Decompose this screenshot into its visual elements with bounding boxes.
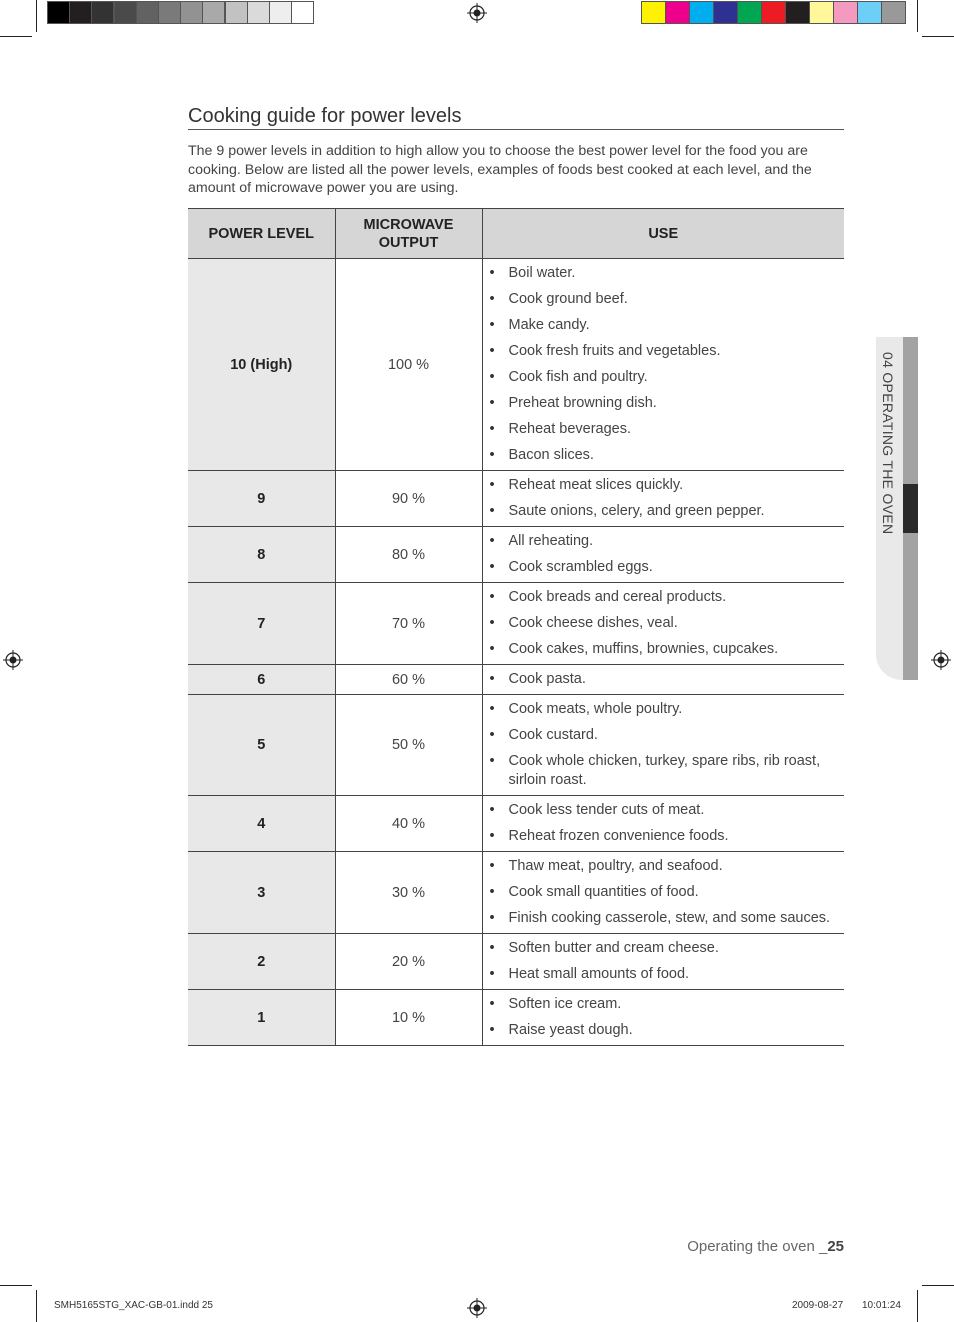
use-list-item: • Cook scrambled eggs. [489,558,839,577]
use-list [489,995,839,1040]
table-row [188,990,844,1046]
color-swatch [785,1,810,24]
color-swatch [689,1,714,24]
header-output-line2: OUTPUT [378,234,439,251]
power-level-cell: 5 [188,695,335,796]
registration-mark-icon [3,650,23,670]
use-cell [482,527,844,583]
header-microwave-output [335,209,482,259]
use-list-item: • All reheating. [489,532,839,551]
power-level-cell: 4 [188,796,335,852]
table-row [188,583,844,665]
crop-mark [922,1285,954,1286]
use-list-item: • Cook whole chicken, turkey, spare ribs, rib roast, sirloin roast. [489,752,839,790]
use-cell [482,583,844,665]
use-list-item: • Cook fish and poultry. [489,368,839,387]
table-header-row [188,209,844,259]
use-list-item: • Cook breads and cereal products. [489,588,839,607]
table-row [188,665,844,695]
color-swatch [641,1,666,24]
power-level-table [188,208,844,1046]
use-cell [482,665,844,695]
gray-swatch [225,1,248,24]
table-row [188,852,844,934]
use-list-item: • Preheat browning dish. [489,394,839,413]
use-list-item: • Soften butter and cream cheese. [489,939,839,958]
use-list [489,801,839,846]
crop-mark [917,1290,918,1322]
color-swatch [857,1,882,24]
use-list-item: • Make candy. [489,316,839,335]
use-list [489,670,839,689]
gray-swatch [247,1,270,24]
power-level-cell: 2 [188,934,335,990]
microwave-output-cell: 10 % [335,990,482,1046]
use-list-item: • Cook less tender cuts of meat. [489,801,839,820]
color-swatch [833,1,858,24]
use-list-item: • Cook ground beef. [489,290,839,309]
use-list-item: • Reheat frozen convenience foods. [489,827,839,846]
crop-mark [0,36,32,37]
gray-swatch [47,1,70,24]
slug-time: 10:01:24 [862,1300,901,1311]
gray-swatch [269,1,292,24]
use-list-item: • Cook fresh fruits and vegetables. [489,342,839,361]
power-level-cell: 1 [188,990,335,1046]
use-cell [482,852,844,934]
use-list [489,532,839,577]
gray-swatch [114,1,137,24]
gray-swatch [180,1,203,24]
use-list-item: • Saute onions, celery, and green pepper. [489,502,839,521]
microwave-output-cell: 70 % [335,583,482,665]
table-row [188,934,844,990]
crop-mark [0,1285,32,1286]
color-swatch [665,1,690,24]
page-title: Cooking guide for power levels [188,105,462,127]
table-row [188,695,844,796]
use-list [489,939,839,984]
chapter-tab-label: 04 OPERATING THE OVEN [880,352,896,535]
registration-mark-icon [467,1298,487,1318]
color-swatch [809,1,834,24]
table-row [188,796,844,852]
slug-date: 2009-08-27 [792,1300,844,1311]
table-row [188,527,844,583]
use-list-item: • Cook small quantities of food. [489,883,839,902]
color-swatch [761,1,786,24]
use-list-item: • Cook cheese dishes, veal. [489,614,839,633]
microwave-output-cell: 30 % [335,852,482,934]
title-divider [188,129,844,130]
page-footer [687,1238,844,1255]
gray-swatch [91,1,114,24]
power-level-cell: 9 [188,471,335,527]
use-list-item: • Soften ice cream. [489,995,839,1014]
use-cell [482,695,844,796]
use-cell [482,796,844,852]
intro-paragraph: The 9 power levels in addition to high allow you to choose the best power level for the food you are cooking. Below are listed all the power levels, examples of foods best cooked at each level, and the amount of microwave power you are using. [188,143,812,196]
power-level-cell: 3 [188,852,335,934]
use-cell [482,471,844,527]
use-list [489,588,839,659]
color-swatch [713,1,738,24]
use-list [489,857,839,928]
color-swatch [881,1,906,24]
use-list-item: • Cook pasta. [489,670,839,689]
color-swatch [737,1,762,24]
slug-filename: SMH5165STG_XAC-GB-01.indd 25 [54,1300,213,1311]
gray-swatch [69,1,92,24]
header-power-level: POWER LEVEL [188,209,335,259]
registration-mark-icon [467,3,487,23]
header-use: USE [482,209,844,259]
use-list [489,264,839,465]
crop-mark [917,0,918,32]
use-list-item: • Thaw meat, poultry, and seafood. [489,857,839,876]
use-list-item: • Bacon slices. [489,446,839,465]
crop-mark [922,36,954,37]
power-level-cell: 6 [188,665,335,695]
power-level-cell: 7 [188,583,335,665]
microwave-output-cell: 50 % [335,695,482,796]
use-list-item: • Heat small amounts of food. [489,965,839,984]
crop-mark [36,0,37,32]
page-number: 25 [827,1238,844,1255]
use-list [489,700,839,790]
microwave-output-cell: 100 % [335,259,482,471]
use-list [489,476,839,521]
microwave-output-cell: 60 % [335,665,482,695]
registration-mark-icon [931,650,951,670]
use-cell [482,934,844,990]
microwave-output-cell: 90 % [335,471,482,527]
use-list-item: • Raise yeast dough. [489,1021,839,1040]
microwave-output-cell: 40 % [335,796,482,852]
power-level-cell: 8 [188,527,335,583]
table-row [188,259,844,471]
crop-mark [36,1290,37,1322]
use-list-item: • Reheat meat slices quickly. [489,476,839,495]
use-list-item: • Finish cooking casserole, stew, and some sauces. [489,909,839,928]
power-level-cell: 10 (High) [188,259,335,471]
use-list-item: • Cook meats, whole poultry. [489,700,839,719]
use-list-item: • Boil water. [489,264,839,283]
use-list-item: • Cook custard. [489,726,839,745]
header-output-line1: MICROWAVE [363,216,454,233]
gray-swatch [158,1,181,24]
use-list-item: • Cook cakes, muffins, brownies, cupcakes. [489,640,839,659]
chapter-tab-marker [903,484,918,533]
footer-section-label: Operating the oven _ [687,1238,828,1255]
use-list-item: • Reheat beverages. [489,420,839,439]
use-cell [482,990,844,1046]
gray-swatch [136,1,159,24]
microwave-output-cell: 20 % [335,934,482,990]
gray-swatch [291,1,314,24]
table-row [188,471,844,527]
use-cell [482,259,844,471]
microwave-output-cell: 80 % [335,527,482,583]
table-body [188,259,844,1046]
gray-swatch [202,1,225,24]
